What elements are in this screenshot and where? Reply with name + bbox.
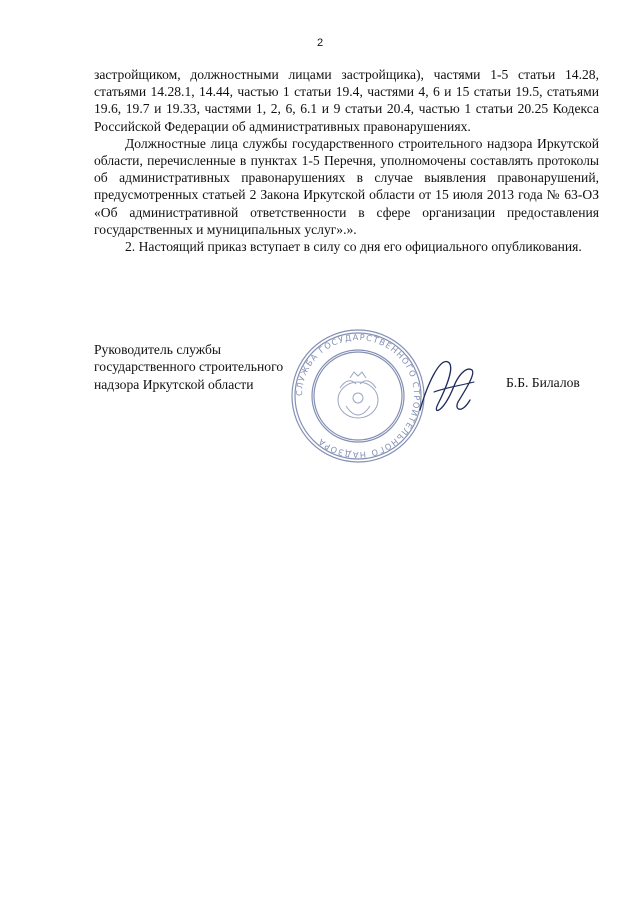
paragraph-continuation: застройщиком, должностными лицами застройщика), частями 1-5 статьи 14.28, статьями 14.28.1, 14.44, частью 1 статьи 19.4, частями 4, 6 и 15 статьи 19.5, статьями 19.6, 19.7 и 19.33, частями 1, 2, 6, 6.1 и 9 статьи 20.4, частью 1 статьи 20.25 Кодекса Российской Федерации об административных правонарушениях. xyxy=(94,67,599,134)
position-line: надзора Иркутской области xyxy=(94,376,254,392)
coat-of-arms-icon xyxy=(338,372,378,418)
paragraph-officials: Должностные лица службы государственного строительного надзора Иркутской области, перечисленные в пунктах 1-5 Перечня, уполномочены составлять протоколы об административных правонарушениях в случае выявления правонарушений, предусмотренных статьей 2 Закона Иркутской области от 15 июля 2013 года № 63-ОЗ «Об административной ответственности в сфере организации предоставления государственных и муниципальных услуг».». xyxy=(94,135,599,237)
signature-position xyxy=(94,341,324,393)
handwritten-signature xyxy=(414,352,480,422)
position-line: государственного строительного xyxy=(94,359,284,375)
stamp-lettering: СЛУЖБА ГОСУДАРСТВЕННОГО СТРОИТЕЛЬНОГО НАДЗОРА xyxy=(293,331,423,461)
document-body xyxy=(94,66,599,255)
page-number: 2 xyxy=(316,37,324,49)
signer-name: Б.Б. Билалов xyxy=(506,375,580,390)
position-line: Руководитель службы xyxy=(94,342,222,357)
paragraph-effective-date: 2. Настоящий приказ вступает в силу со дня его официального опубликования. xyxy=(125,239,582,255)
